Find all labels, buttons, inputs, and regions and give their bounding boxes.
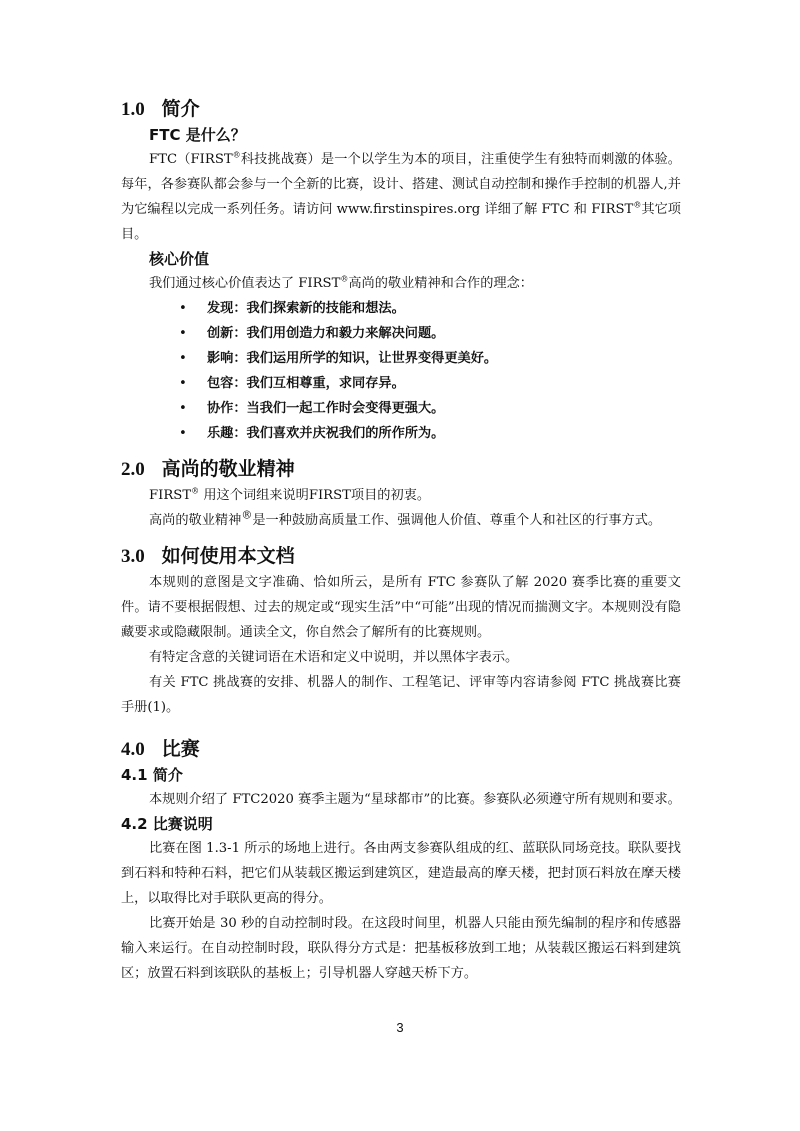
game-intro-paragraph: 本规则介绍了 FTC2020 赛季主题为“星球都市”的比赛。参赛队必须遵守所有规则和要求。 [149, 792, 681, 807]
subsection-4-1-heading: 4.1 简介 [121, 766, 183, 784]
core-values-heading: 核心价值 [149, 250, 210, 268]
core-values-list [121, 296, 681, 446]
ftc-intro-paragraph: FTC（FIRST®科技挑战赛）是一个以学生为本的项目，注重使学生有独特而刺激的体验。每年，各参赛队都会参与一个全新的比赛，设计、搭建、测试自动控制和操作手控制的机器人,并为它编程以完成一系列任务。请访问 www.firstinspires.org 详细了解 FTC 和 FIRST®其它项目。 [121, 150, 681, 242]
core-value-item: • 乐趣：我们喜欢并庆祝我们的所作所为。 [179, 421, 681, 446]
usage-paragraph-3: 有关 FTC 挑战赛的安排、机器人的制作、工程笔记、评审等内容请参阅 FTC 挑战赛比赛手册(1)。 [121, 675, 681, 715]
core-value-item: • 发现：我们探索新的技能和想法。 [179, 296, 681, 321]
usage-paragraph-1: 本规则的意图是文字准确、恰如所云，是所有 FTC 参赛队了解 2020 赛季比赛的重要文件。请不要根据假想、过去的规定或“现实生活”中“可能”出现的情况而揣测文字。本规则没有隐藏要求或隐藏限制。通读全文，你自然会了解所有的比赛规则。 [121, 575, 681, 640]
gp-paragraph-2: 高尚的敬业精神®是一种鼓励高质量工作、强调他人价值、尊重个人和社区的行事方式。 [149, 508, 662, 528]
what-is-ftc-heading: FTC 是什么？ [149, 126, 246, 144]
core-value-item: • 影响：我们运用所学的知识，让世界变得更美好。 [179, 346, 681, 371]
section-1-heading: 1.0 简介 [121, 98, 200, 120]
section-3-heading: 3.0 如何使用本文档 [121, 545, 295, 567]
game-description-paragraph-2: 比赛开始是 30 秒的自动控制时段。在这段时间里，机器人只能由预先编制的程序和传感器输入来运行。在自动控制时段，联队得分方式是：把基板移放到工地；从装载区搬运石料到建筑区；放置石料到该联队的基板上；引导机器人穿越天桥下方。 [121, 916, 681, 981]
page-content [121, 96, 681, 986]
subsection-4-2-heading: 4.2 比赛说明 [121, 815, 213, 833]
usage-paragraph-2: 有特定含意的关键词语在术语和定义中说明，并以黑体字表示。 [149, 650, 519, 665]
core-value-item: • 协作：当我们一起工作时会变得更强大。 [179, 396, 681, 421]
gp-paragraph-1: FIRST® 用这个词组来说明FIRST项目的初衷。 [149, 486, 431, 503]
page-number: 3 [396, 1020, 404, 1035]
game-description-paragraph-1: 比赛在图 1.3-1 所示的场地上进行。各由两支参赛队组成的红、蓝联队同场竞技。联队要找到石料和特种石料，把它们从装载区搬运到建筑区，建造最高的摩天楼，把封顶石料放在摩天楼上，以取得比对手联队更高的得分。 [121, 841, 681, 906]
section-4-heading: 4.0 比赛 [121, 738, 200, 760]
core-value-item: • 创新：我们用创造力和毅力来解决问题。 [179, 321, 681, 346]
section-2-heading: 2.0 高尚的敬业精神 [121, 458, 295, 480]
core-value-item: • 包容：我们互相尊重，求同存异。 [179, 371, 681, 396]
core-values-intro: 我们通过核心价值表达了 FIRST®高尚的敬业精神和合作的理念： [149, 274, 533, 291]
